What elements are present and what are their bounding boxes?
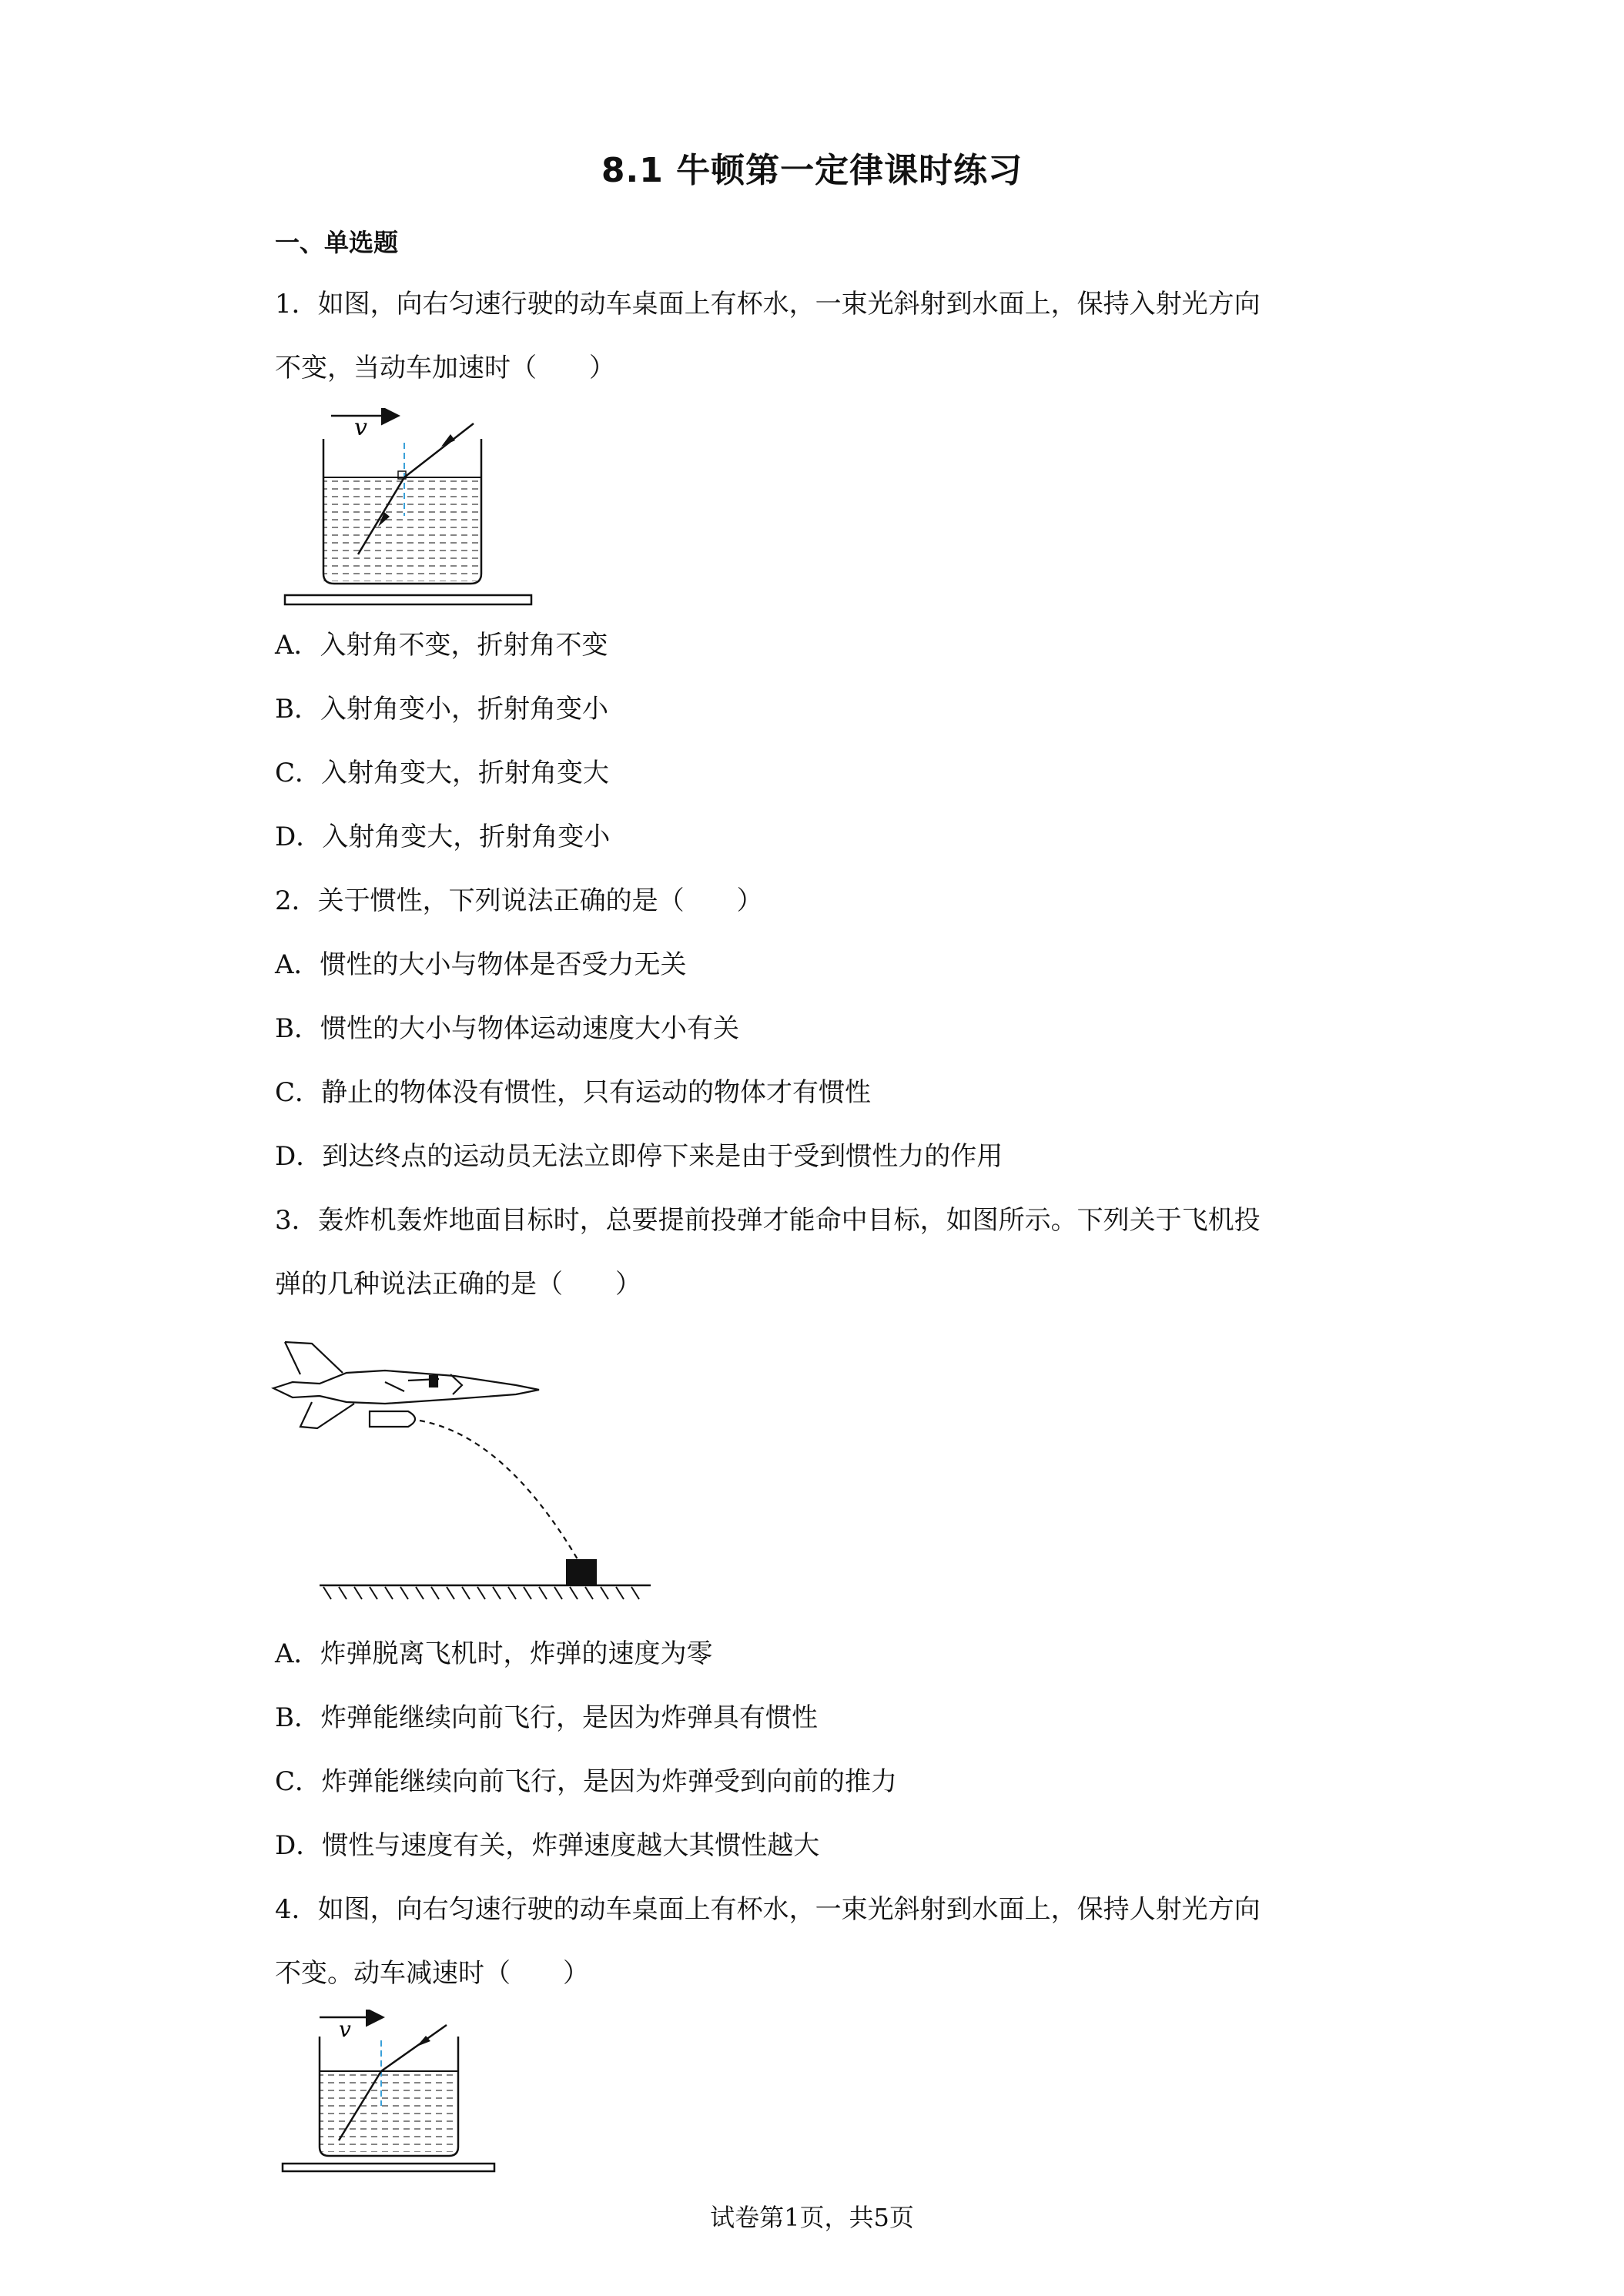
bomb [370,1411,415,1427]
q3-option-b: B．炸弹能继续向前飞行，是因为炸弹具有惯性 [275,1702,818,1733]
section-heading: 一、单选题 [275,228,399,257]
q4-water-cup-figure [273,2010,504,2175]
q2-option-d: D．到达终点的运动员无法立即停下来是由于受到惯性力的作用 [275,1141,1003,1172]
q4-stem-line-1: 4．如图，向右匀速行驶的动车桌面上有杯水，一束光斜射到水面上，保持人射光方向 [275,1894,1261,1925]
table [285,595,531,604]
q3-option-a: A．炸弹脱离飞机时，炸弹的速度为零 [275,1638,713,1669]
q1-water-cup-figure [277,408,539,608]
water [323,477,481,581]
q3-option-c: C．炸弹能继续向前飞行，是因为炸弹受到向前的推力 [275,1766,898,1797]
incident-ray [381,2025,447,2071]
q1-stem-line-2: 不变，当动车加速时（ ） [275,353,615,383]
q1-stem-line-1: 1．如图，向右匀速行驶的动车桌面上有杯水，一束光斜射到水面上，保持入射光方向 [275,289,1261,320]
q3-stem-line-1: 3．轰炸机轰炸地面目标时，总要提前投弹才能命中目标，如图所示。下列关于飞机投 [275,1205,1261,1236]
q2-stem: 2．关于惯性，下列说法正确的是（ ） [275,885,763,916]
page-footer: 试卷第1页，共5页 [710,2203,914,2232]
q3-bomber-figure [270,1328,662,1605]
velocity-label: v [354,414,367,441]
q2-option-a: A．惯性的大小与物体是否受力无关 [275,949,687,980]
q1-option-a: A．入射角不变，折射角不变 [275,630,608,661]
q1-option-d: D．入射角变大，折射角变小 [275,822,611,852]
page-title: 8.1 牛顿第一定律课时练习 [601,151,1023,190]
q3-stem-line-2: 弹的几种说法正确的是（ ） [275,1269,641,1300]
q4-stem-line-2: 不变。动车减速时（ ） [275,1958,589,1989]
trajectory [420,1421,578,1559]
q2-option-b: B．惯性的大小与物体运动速度大小有关 [275,1013,739,1044]
target [566,1559,597,1585]
table [283,2164,494,2171]
q1-option-c: C．入射角变大，折射角变大 [275,758,610,788]
incident-ray [404,423,474,477]
q2-option-c: C．静止的物体没有惯性，只有运动的物体才有惯性 [275,1077,872,1108]
velocity-label: v [339,2017,351,2042]
q1-option-b: B．入射角变小，折射角变小 [275,694,608,725]
water [320,2071,458,2152]
q3-option-d: D．惯性与速度有关，炸弹速度越大其惯性越大 [275,1830,820,1861]
